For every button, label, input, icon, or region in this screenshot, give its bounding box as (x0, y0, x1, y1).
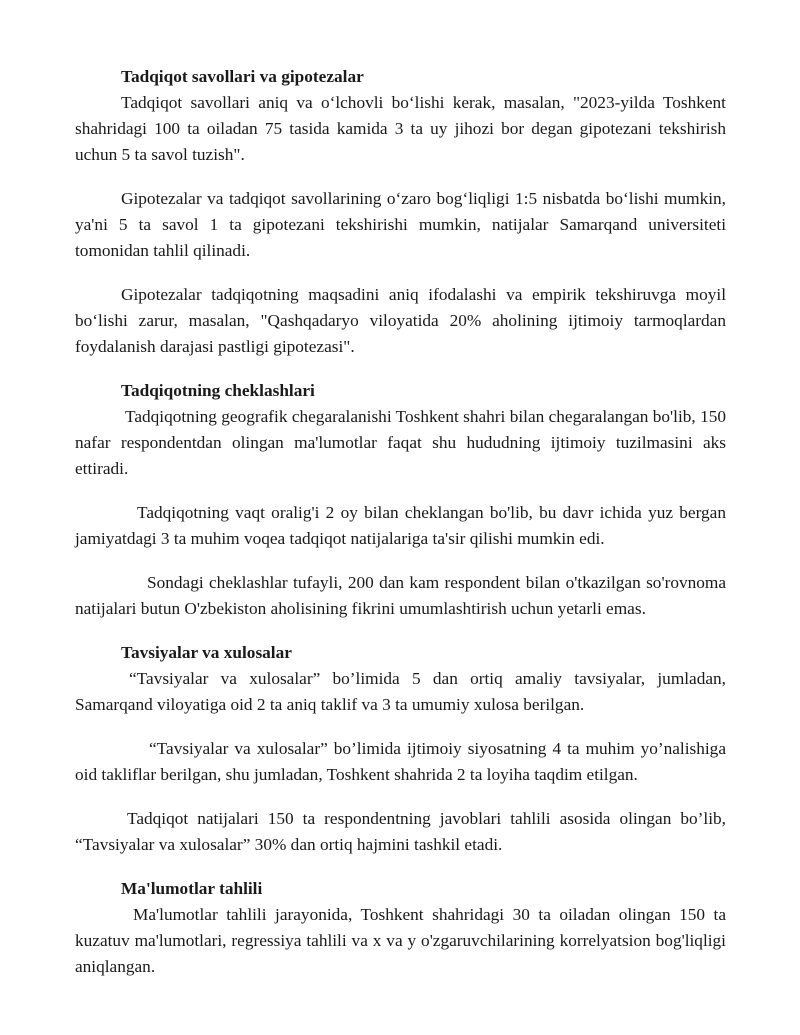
paragraph: Tadqiqotning vaqt oralig'i 2 oy bilan cheklangan bo'lib, bu davr ichida yuz bergan jamiyatdagi 3 ta muhim voqea tadqiqot natijalariga ta'sir qilishi mumkin edi. (75, 503, 726, 548)
paragraph: Gipotezalar va tadqiqot savollarining oʻzaro bogʻliqligi 1:5 nisbatda boʻlishi mumkin, ya'ni 5 ta savol 1 ta gipotezani tekshirishi mumkin, natijalar Samarqand universiteti tomonidan tahlil qilinadi. (75, 189, 726, 260)
section-heading: Tadqiqot savollari va gipotezalar (121, 67, 364, 86)
paragraph: Sondagi cheklashlar tufayli, 200 dan kam respondent bilan o'tkazilgan so'rovnoma natijalari butun O'zbekiston aholisining fikrini umumlashtirish uchun yetarli emas. (75, 573, 726, 618)
paragraph: “Tavsiyalar va xulosalar” bo’limida 5 dan ortiq amaliy tavsiyalar, jumladan, Samarqand viloyatiga oid 2 ta aniq taklif va 3 ta umumiy xulosa berilgan. (75, 669, 726, 714)
section-heading: Tadqiqotning cheklashlari (121, 381, 315, 400)
document-page (75, 64, 726, 998)
paragraph: Tadqiqot natijalari 150 ta respondentning javoblari tahlili asosida olingan bo’lib, “Tavsiyalar va xulosalar” 30% dan ortiq hajmini tashkil etadi. (75, 809, 726, 854)
paragraph: Ma'lumotlar tahlili jarayonida, Toshkent shahridagi 30 ta oiladan olingan 150 ta kuzatuv ma'lumotlari, regressiya tahlili va x va y o'zgaruvchilarining korrelyatsion bog'liqligi aniqlangan. (75, 905, 726, 976)
section-heading: Ma'lumotlar tahlili (121, 879, 263, 898)
section-heading: Tavsiyalar va xulosalar (121, 643, 292, 662)
paragraph: “Tavsiyalar va xulosalar” bo’limida ijtimoiy siyosatning 4 ta muhim yo’nalishiga oid takliflar berilgan, shu jumladan, Toshkent shahrida 2 ta loyiha taqdim etilgan. (75, 739, 726, 784)
paragraph: Gipotezalar tadqiqotning maqsadini aniq ifodalashi va empirik tekshiruvga moyil boʻlishi zarur, masalan, "Qashqadaryo viloyatida 20% aholining ijtimoiy tarmoqlardan foydalanish darajasi pastligi gipotezasi". (75, 285, 726, 356)
paragraph: Tadqiqot savollari aniq va oʻlchovli boʻlishi kerak, masalan, "2023-yilda Toshkent shahridagi 100 ta oiladan 75 tasida kamida 3 ta uy jihozi bor degan gipotezani tekshirish uchun 5 ta savol tuzish". (75, 93, 726, 164)
paragraph: Tadqiqotning geografik chegaralanishi Toshkent shahri bilan chegaralangan bo'lib, 150 nafar respondentdan olingan ma'lumotlar faqat shu hududning ijtimoiy tuzilmasini aks ettiradi. (75, 407, 726, 478)
